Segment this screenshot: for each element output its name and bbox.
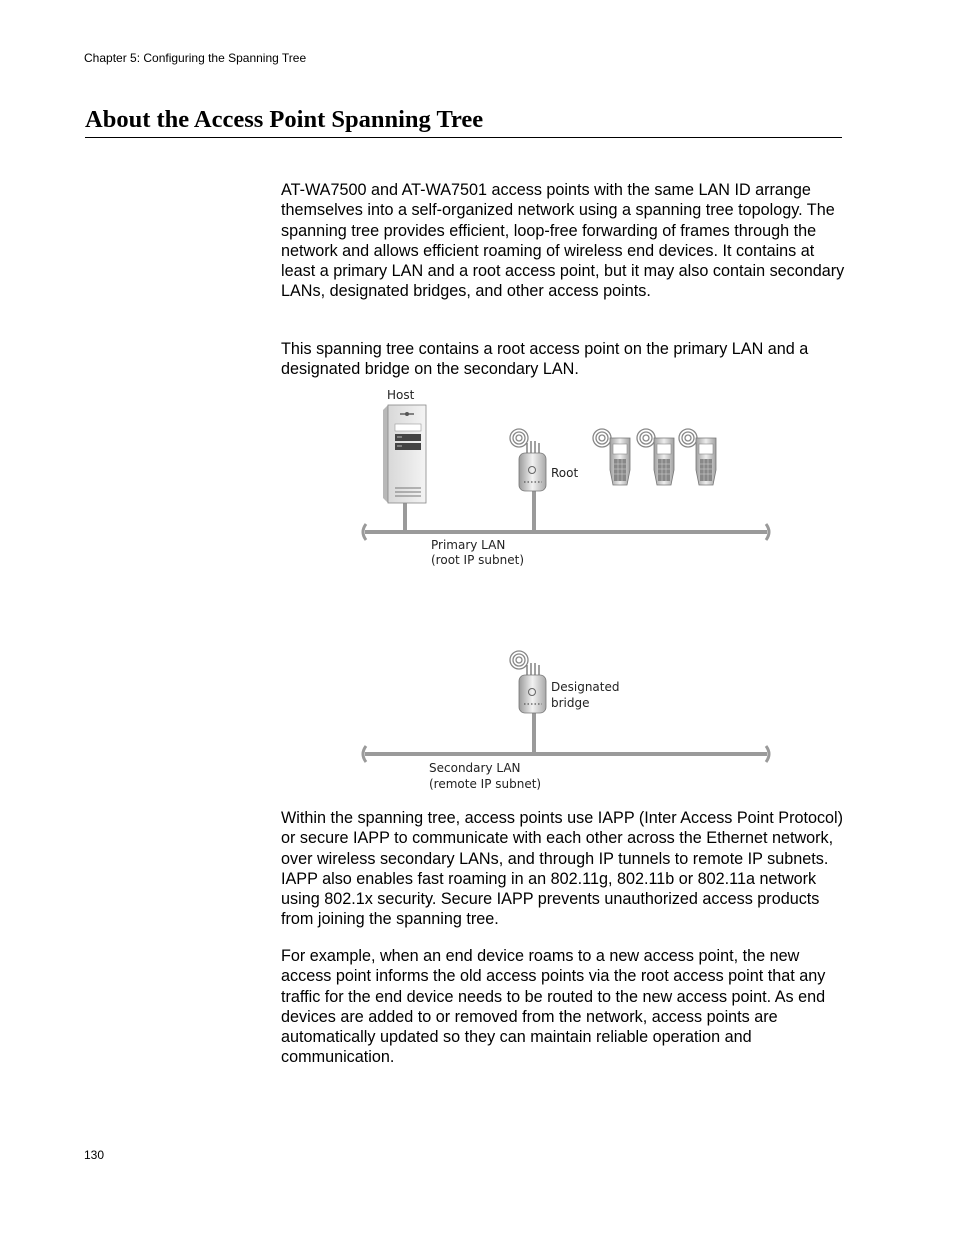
handheld-device-icon [679,429,716,485]
paragraph-diagram-intro: This spanning tree contains a root access point on the primary LAN and a designated bridge on the secondary LAN. [281,340,809,379]
paragraph-intro: AT-WA7500 and AT-WA7501 access points with the same LAN ID arrange themselves into a self-organized network using a spanning tree topology. The spanning tree provides efficient, loop-free forwarding of frames through the network and allows efficient roaming of wireless end devices. It contains at least a primary LAN and a root access point, but it may also contain secondary LANs, designated bridges, and other access points. [281,181,845,301]
designated-bridge-icon [510,651,546,754]
running-head: Chapter 5: Configuring the Spanning Tree [84,51,307,65]
section-title: About the Access Point Spanning Tree [85,106,842,138]
designated-bridge-label: Designated [551,680,620,694]
root-access-point-icon [510,429,546,532]
designated-bridge-sublabel: bridge [551,696,590,710]
page-number: 130 [84,1148,105,1162]
wireless-signal-icon [510,651,528,669]
handheld-device-icon [637,429,674,485]
primary-lan-sublabel: (root IP subnet) [431,553,524,567]
root-label: Root [551,466,579,480]
primary-lan-bus [363,524,769,540]
secondary-lan-bus [363,746,769,762]
secondary-lan-label: Secondary LAN [429,761,521,775]
paragraph-iapp: Within the spanning tree, access points use IAPP (Inter Access Point Protocol) or secure IAPP to communicate with each other across the Ethernet network, over wireless secondary LANs, and through IP tunnels to remote IP subnets. IAPP also enables fast roaming in an 802.11g, 802.11b or 802.11a network using 802.1x security. Secure IAPP prevents unauthorized access products from joining the spanning tree. [281,809,844,929]
secondary-lan-sublabel: (remote IP subnet) [429,777,542,791]
host-server-icon [383,405,426,532]
host-label: Host [387,388,415,402]
paragraph-roaming-example: For example, when an end device roams to a new access point, the new access point informs the old access points via the root access point that any traffic for the end device needs to be routed to the new access point. As end devices are added to or removed from the network, access points are automatically updated so they can maintain reliable operation and communication. [281,947,826,1067]
primary-lan-label: Primary LAN [431,538,506,552]
wireless-signal-icon [510,429,528,447]
handheld-device-icon [593,429,630,485]
